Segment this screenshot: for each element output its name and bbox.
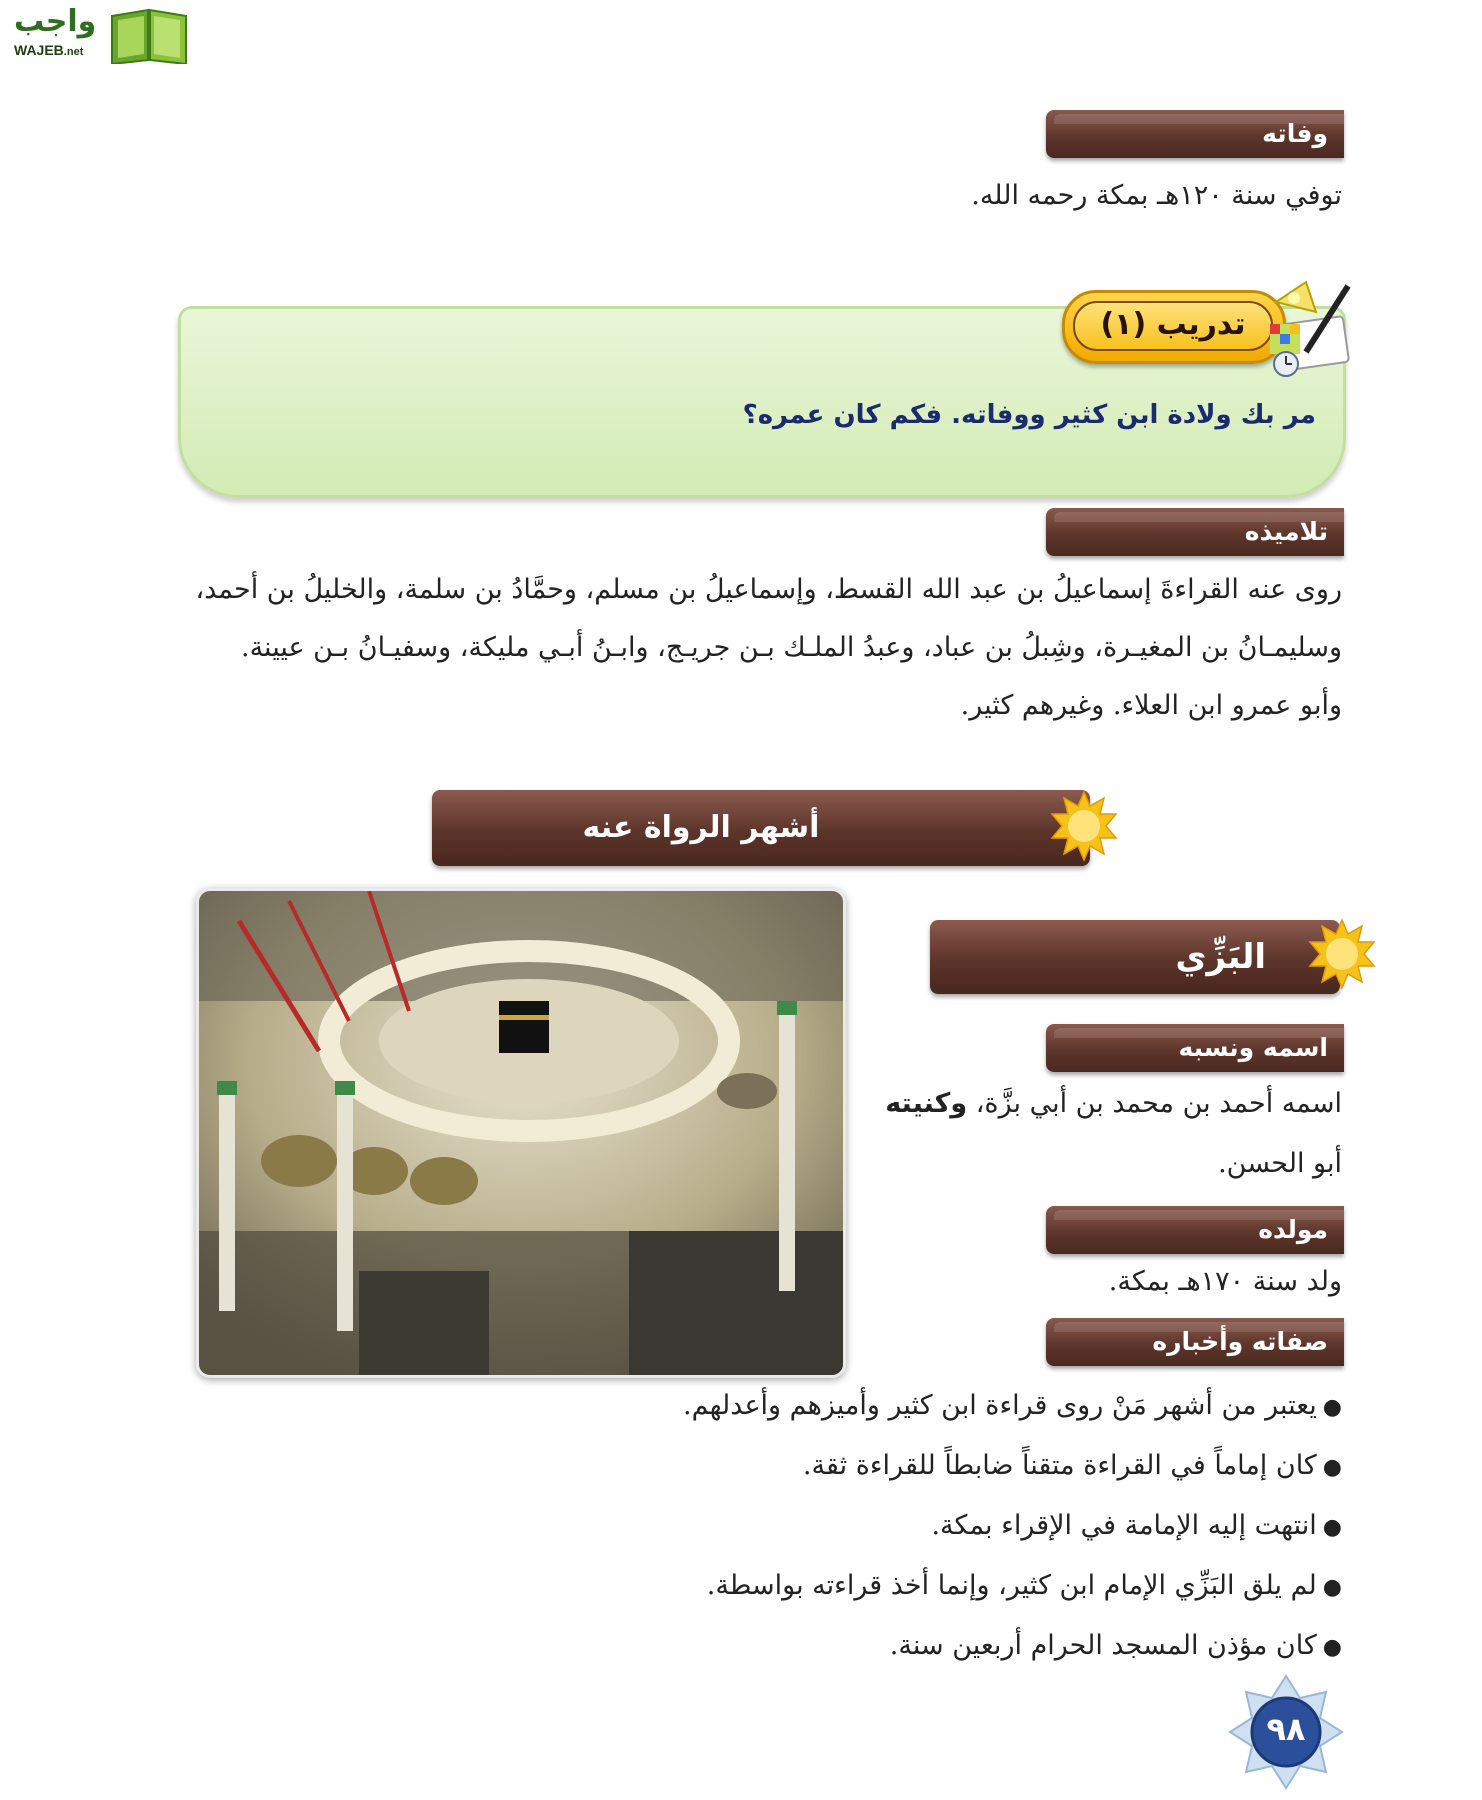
students-heading: تلاميذه [1046,508,1344,556]
exercise-label: تدريب (١) [1100,307,1246,342]
sun-icon [1306,918,1378,990]
page-number: ٩٨ [1266,1710,1306,1748]
death-text: توفي سنة ١٢٠هـ بمكة رحمه الله. [971,180,1342,211]
students-line-2: وسليمـانُ بن المغيـرة، وشِبلُ بن عباد، وعبدُ الملـك بـن جريـج، وابـنُ أبـي مليكة، وسفيـانُ بـن عيينة. [240,632,1342,663]
logo-latin-text: WAJEB.net [14,42,84,58]
list-item: ●لم يلق البَزِّي الإمام ابن كثير، وإنما أخذ قراءته بواسطة. [706,1570,1342,1601]
list-item: ●كان مؤذن المسجد الحرام أربعين سنة. [889,1630,1342,1661]
birth-text: ولد سنة ١٧٠هـ بمكة. [1108,1266,1342,1297]
students-line-1: روى عنه القراءةَ إسماعيلُ بن عبد الله القسط، وإسماعيلُ بن مسلم، وحمَّادُ بن سلمة، والخليلُ بن أحمد، [195,574,1342,605]
traits-heading: صفاته وأخباره [1046,1318,1344,1366]
book-icon [108,6,190,64]
narrators-heading: أشهر الرواة عنه [432,790,1090,866]
sun-icon [1048,790,1120,862]
death-heading: وفاته [1046,110,1344,158]
pen-notebook-icon [1246,272,1356,382]
bazzi-heading: البَزِّي [930,920,1340,994]
list-item: ●انتهت إليه الإمامة في الإقراء بمكة. [931,1510,1342,1541]
list-item: ●يعتبر من أشهر مَنْ روى قراءة ابن كثير وأميزهم وأعدلهم. [683,1390,1342,1421]
students-line-3: وأبو عمرو ابن العلاء. وغيرهم كثير. [960,690,1342,721]
exercise-question: مر بك ولادة ابن كثير ووفاته. فكم كان عمره؟ [742,400,1316,430]
name-line-2: أبو الحسن. [1218,1148,1342,1179]
logo-arabic-text: واجب [14,4,97,39]
name-heading: اسمه ونسبه [1046,1024,1344,1072]
birth-heading: مولده [1046,1206,1344,1254]
masjid-photo [196,888,846,1378]
name-line-1: اسمه أحمد بن محمد بن أبي بزَّة، وكنيته [885,1088,1342,1119]
list-item: ●كان إماماً في القراءة متقناً ضابطاً للقراءة ثقة. [802,1450,1342,1481]
wajeb-logo[interactable] [12,4,192,66]
